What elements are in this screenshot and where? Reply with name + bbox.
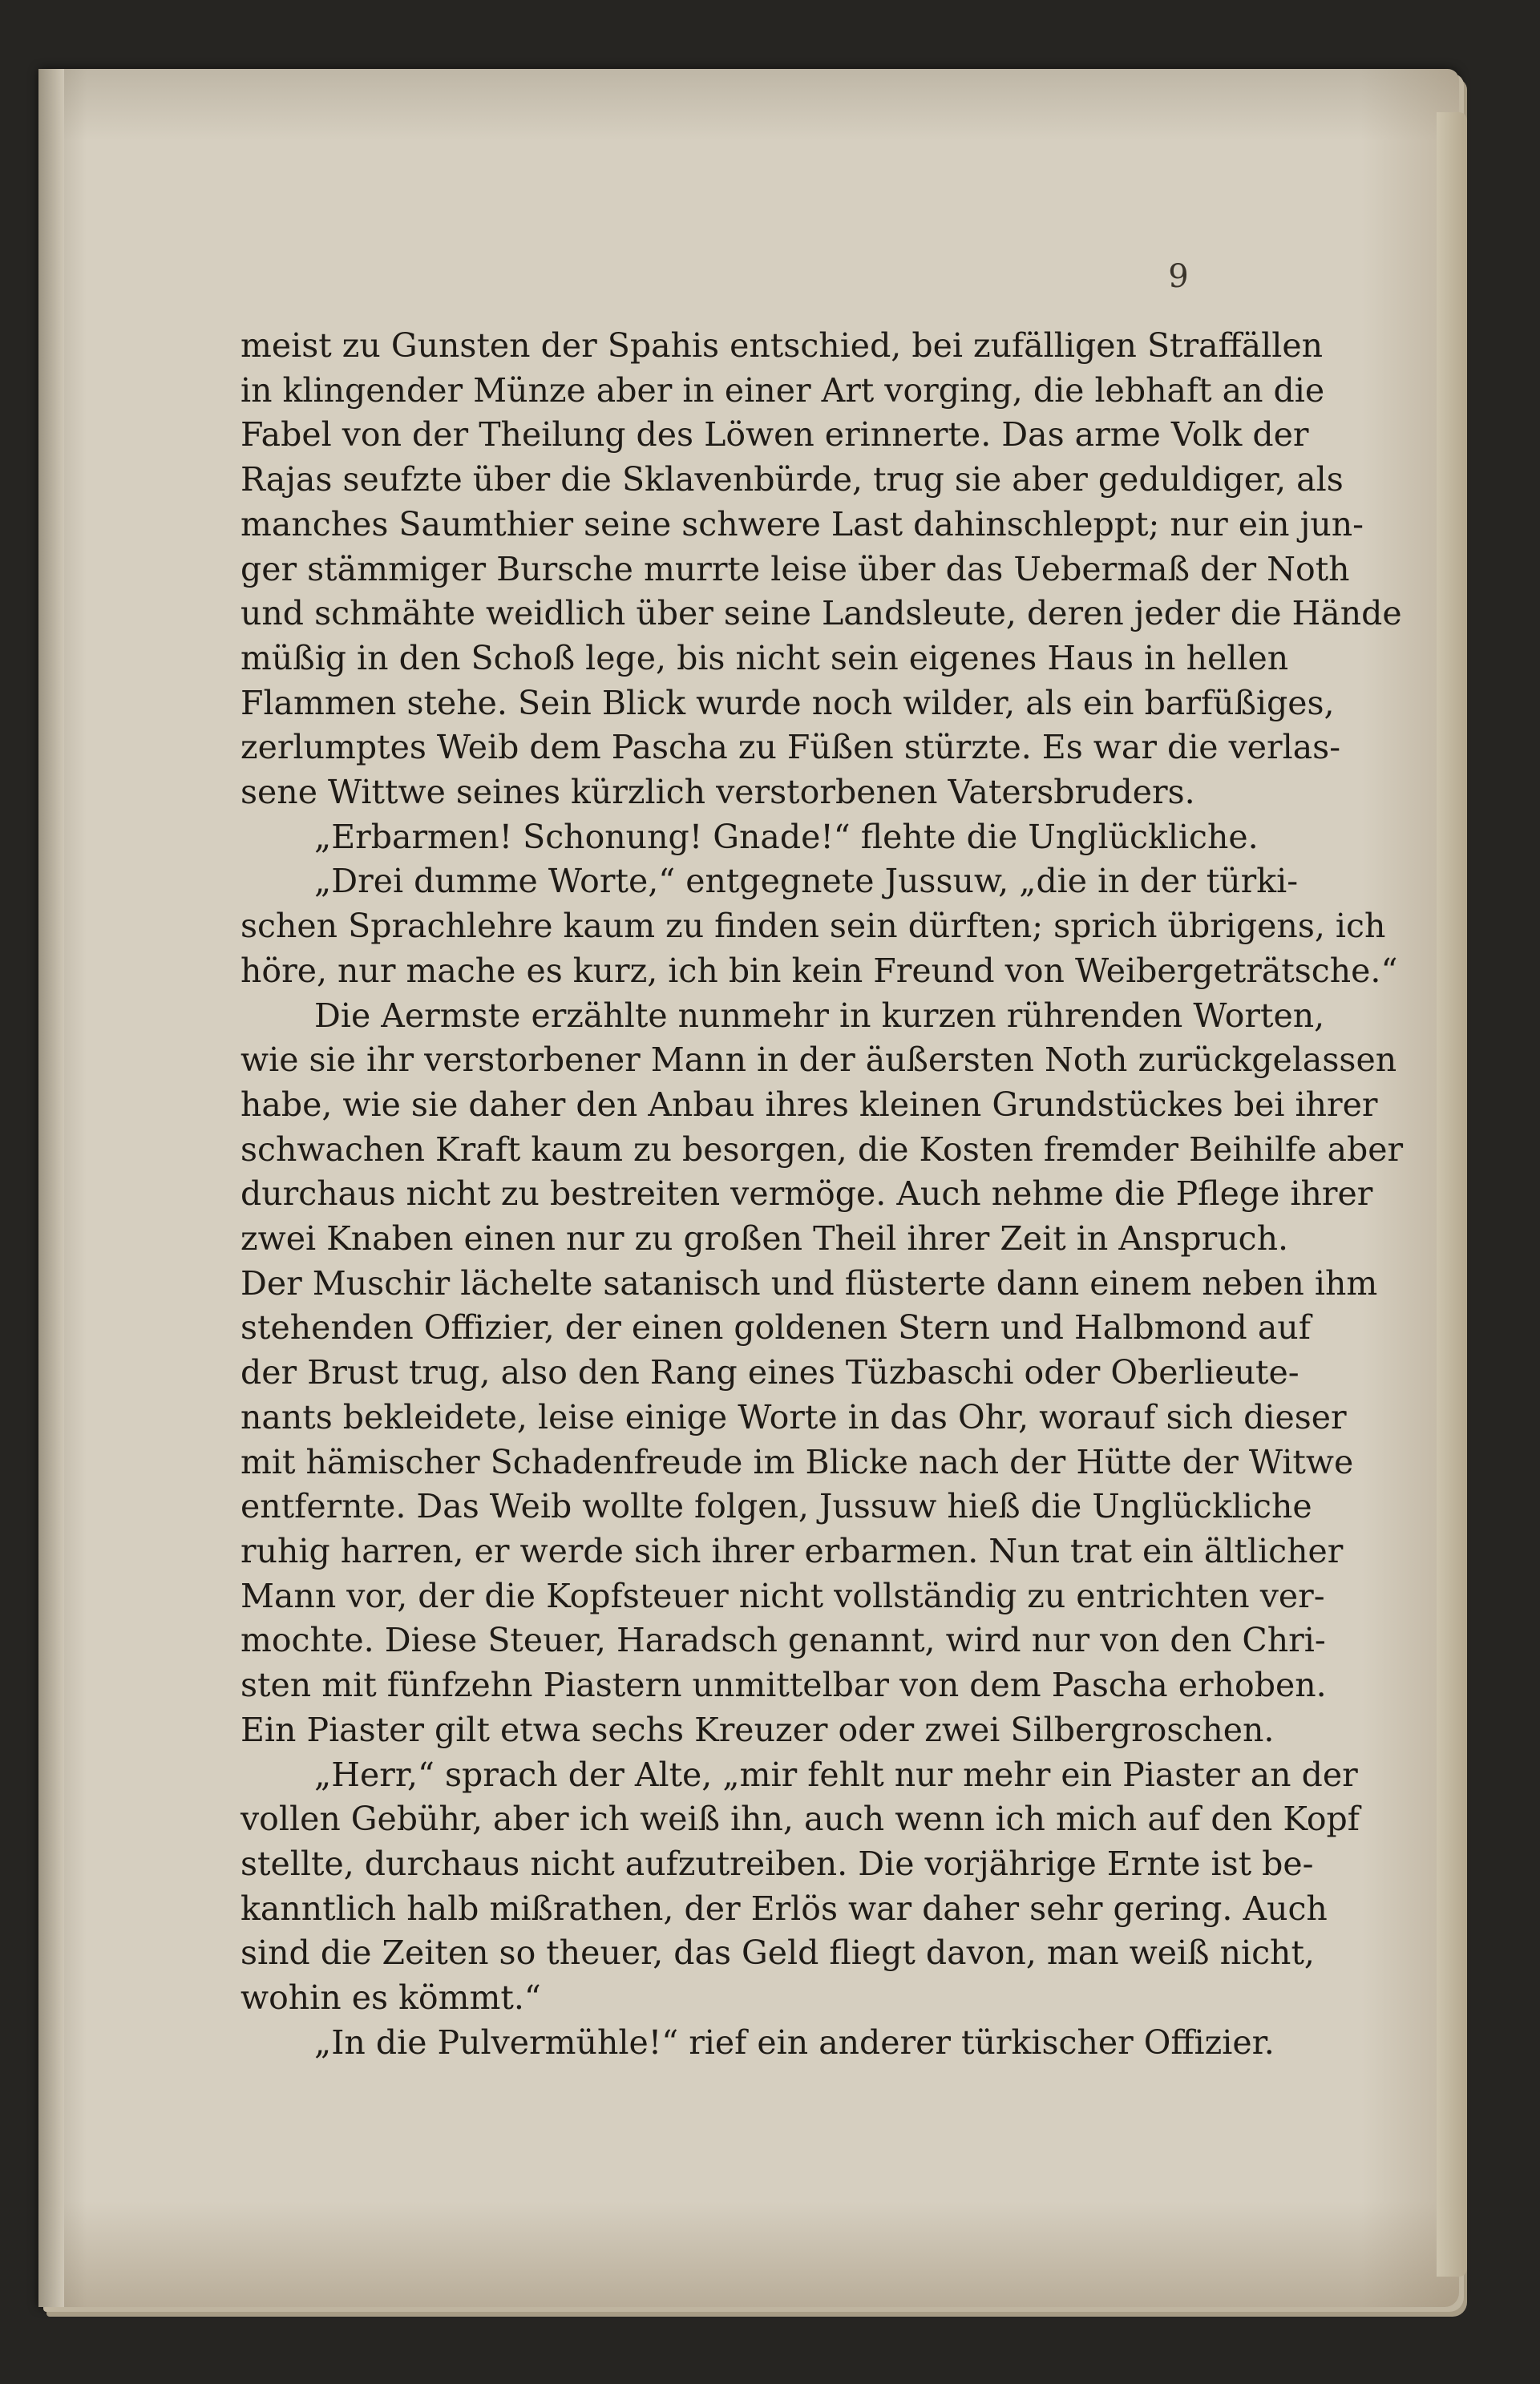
text-line: „Erbarmen! Schonung! Gnade!“ flehte die Unglückliche.: [314, 817, 1259, 856]
text-line: durchaus nicht zu bestreiten vermöge. Auch nehme die Pflege ihrer: [240, 1174, 1373, 1214]
text-line: mit hämischer Schadenfreude im Blicke nach der Hütte der Witwe: [240, 1442, 1354, 1481]
text-line: sind die Zeiten so theuer, das Geld fliegt davon, man weiß nicht,: [240, 1933, 1315, 1973]
text-line: höre, nur mache es kurz, ich bin kein Freund von Weibergeträtsche.“: [240, 951, 1398, 990]
text-line: Fabel von der Theilung des Löwen erinnerte. Das arme Volk der: [240, 415, 1309, 455]
text-line: zerlumptes Weib dem Pascha zu Füßen stürzte. Es war die verlas-: [240, 728, 1341, 767]
text-line: Mann vor, der die Kopfsteuer nicht vollständig zu entrichten ver-: [240, 1576, 1325, 1615]
text-line: schwachen Kraft kaum zu besorgen, die Kosten fremder Beihilfe aber: [240, 1129, 1404, 1169]
text-line: und schmähte weidlich über seine Landsleute, deren jeder die Hände: [240, 594, 1402, 633]
text-line: müßig in den Schoß lege, bis nicht sein eigenes Haus in hellen: [240, 638, 1289, 677]
text-line: mochte. Diese Steuer, Haradsch genannt, wird nur von den Chri-: [240, 1621, 1326, 1660]
text-line: entfernte. Das Weib wollte folgen, Jussuw hieß die Unglückliche: [240, 1487, 1312, 1526]
text-line: Flammen stehe. Sein Blick wurde noch wilder, als ein barfüßiges,: [240, 683, 1335, 722]
text-line: schen Sprachlehre kaum zu finden sein dürften; sprich übrigens, ich: [240, 907, 1386, 946]
text-line: stehenden Offizier, der einen goldenen Stern und Halbmond auf: [240, 1308, 1311, 1348]
page-edge: [1437, 112, 1467, 2277]
text-line: vollen Gebühr, aber ich weiß ihn, auch wenn ich mich auf den Kopf: [240, 1800, 1360, 1839]
text-line: sten mit fünfzehn Piastern unmittelbar von dem Pascha erhoben.: [240, 1666, 1327, 1705]
text-line: wie sie ihr verstorbener Mann in der äußersten Noth zurückgelassen: [240, 1040, 1397, 1080]
text-line: kanntlich halb mißrathen, der Erlös war daher sehr gering. Auch: [240, 1889, 1328, 1928]
text-line: Der Muschir lächelte satanisch und flüsterte dann einem neben ihm: [240, 1263, 1378, 1303]
text-line: in klingender Münze aber in einer Art vorging, die lebhaft an die: [240, 370, 1325, 410]
text-line: „In die Pulvermühle!“ rief ein anderer türkischer Offizier.: [314, 2022, 1275, 2062]
text-line: der Brust trug, also den Rang eines Tüzbaschi oder Oberlieute-: [240, 1353, 1300, 1392]
text-line: sene Wittwe seines kürzlich verstorbenen Vatersbruders.: [240, 773, 1195, 812]
text-line: „Herr,“ sprach der Alte, „mir fehlt nur mehr ein Piaster an der: [314, 1755, 1358, 1794]
text-line: Rajas seufzte über die Sklavenbürde, trug sie aber geduldiger, als: [240, 460, 1344, 499]
text-line: zwei Knaben einen nur zu großen Theil ihrer Zeit in Anspruch.: [240, 1219, 1289, 1259]
text-line: Ein Piaster gilt etwa sechs Kreuzer oder zwei Silbergroschen.: [240, 1710, 1275, 1749]
text-line: wohin es kömmt.“: [240, 1978, 541, 2018]
text-line: nants bekleidete, leise einige Worte in das Ohr, worauf sich dieser: [240, 1397, 1347, 1436]
body-text: [240, 324, 1404, 2065]
text-line: stellte, durchaus nicht aufzutreiben. Die vorjährige Ernte ist be-: [240, 1844, 1314, 1883]
text-line: „Drei dumme Worte,“ entgegnete Jussuw, „die in der türki-: [314, 862, 1299, 901]
text-line: ger stämmiger Bursche murrte leise über das Uebermaß der Noth: [240, 549, 1350, 588]
page-number: 9: [1168, 258, 1189, 295]
text-line: Die Aermste erzählte nunmehr in kurzen rührenden Worten,: [314, 996, 1325, 1035]
text-line: ruhig harren, er werde sich ihrer erbarmen. Nun trat ein ältlicher: [240, 1531, 1344, 1570]
text-line: manches Saumthier seine schwere Last dahinschleppt; nur ein jun-: [240, 504, 1364, 543]
text-line: habe, wie sie daher den Anbau ihres kleinen Grundstückes bei ihrer: [240, 1085, 1378, 1124]
book-gutter: [38, 69, 64, 2307]
text-line: meist zu Gunsten der Spahis entschied, bei zufälligen Straffällen: [240, 326, 1324, 365]
